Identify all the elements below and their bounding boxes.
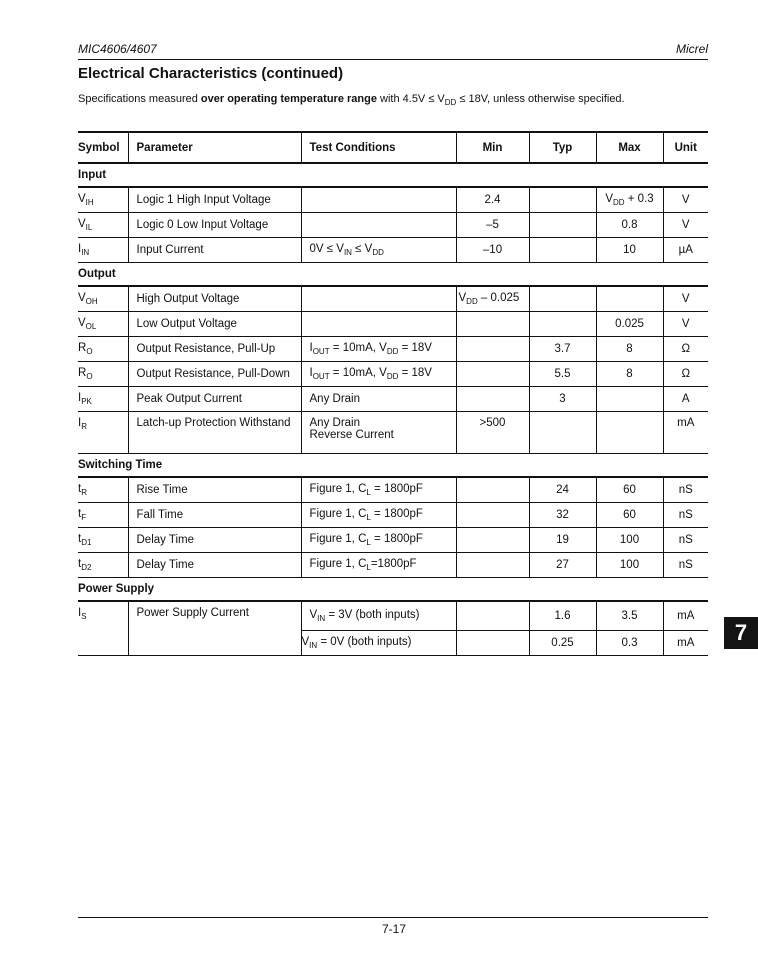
table-row: $V_{IH}$ Logic 1 High Input Voltage 2.4 $V_{DD} + 0.3$ V: [78, 187, 708, 213]
table-row: $I_S$ Power Supply Current $V_{IN} = 3V$ (both inputs) 1.6 3.5 mA: [78, 601, 708, 631]
col-conditions: Test Conditions: [301, 132, 456, 163]
section-power: Power Supply: [78, 578, 708, 602]
header-part-number: MIC4606/4607: [78, 42, 157, 56]
electrical-characteristics-table: [78, 131, 708, 656]
col-unit: Unit: [663, 132, 708, 163]
table-row: $I_R$ Latch-up Protection Withstand Any Drain Reverse Current >500 mA: [78, 412, 708, 454]
col-max: Max: [596, 132, 663, 163]
spec-note: Specifications measured over operating temperature range with $4.5V \le V_{DD} \le 18V$, unless otherwise specified.: [78, 93, 625, 107]
header-company: Micrel: [676, 42, 708, 56]
table-row: $R_O$ Output Resistance, Pull-Down $I_{OUT} = 10mA$, $V_{DD} = 18V$ 5.5 8 Ω: [78, 362, 708, 387]
footer-rule: [78, 917, 708, 918]
page-number: 7-17: [381, 922, 407, 936]
header-rule: [78, 59, 708, 60]
section-tab: 7: [724, 617, 758, 649]
section-switching: Switching Time: [78, 454, 708, 478]
table-row: $t_{D1}$ Delay Time Figure 1, $C_L = 1800pF$ 19 100 nS: [78, 528, 708, 553]
col-parameter: Parameter: [128, 132, 301, 163]
table-row: $t_F$ Fall Time Figure 1, $C_L = 1800pF$ 32 60 nS: [78, 503, 708, 528]
table-row: $V_{OL}$ Low Output Voltage 0.025 V: [78, 312, 708, 337]
table-row: $I_{PK}$ Peak Output Current Any Drain 3 A: [78, 387, 708, 412]
table-row: $V_{IN} = 0V$ (both inputs) 0.25 0.3 mA: [78, 631, 708, 656]
col-min: Min: [456, 132, 529, 163]
table-row: $V_{IL}$ Logic 0 Low Input Voltage –5 0.8 V: [78, 213, 708, 238]
table-row: $V_{OH}$ High Output Voltage $V_{DD} - 0.025$ V: [78, 286, 708, 312]
section-output: Output: [78, 263, 708, 287]
table-row: $R_O$ Output Resistance, Pull-Up $I_{OUT} = 10mA$, $V_{DD} = 18V$ 3.7 8 Ω: [78, 337, 708, 362]
page-title: Electrical Characteristics (continued): [78, 65, 344, 82]
section-input: Input: [78, 163, 708, 187]
col-typ: Typ: [529, 132, 596, 163]
table-header-row: [78, 132, 708, 163]
table-row: $t_R$ Rise Time Figure 1, $C_L = 1800pF$ 24 60 nS: [78, 477, 708, 503]
col-symbol: Symbol: [78, 132, 128, 163]
table-row: $t_{D2}$ Delay Time Figure 1, $C_L=1800pF$ 27 100 nS: [78, 553, 708, 578]
table-row: $I_{IN}$ Input Current $0V \le V_{IN} \le V_{DD}$ –10 10 µA: [78, 238, 708, 263]
